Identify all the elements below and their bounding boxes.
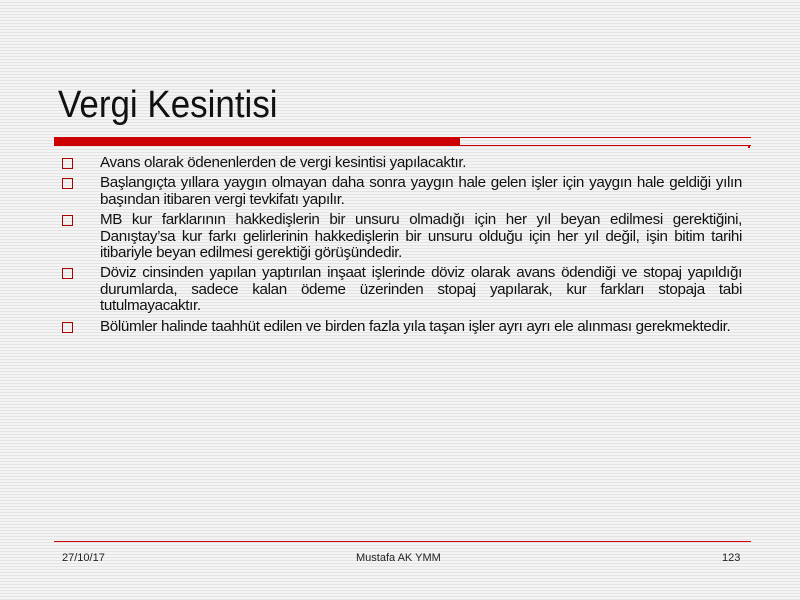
footer-date: 27/10/17: [62, 552, 105, 564]
bullet-text: Avans olarak ödenenlerden de vergi kesintisi yapılacaktır.: [100, 154, 467, 171]
bullet-list: [60, 155, 742, 339]
bullet-text: Döviz cinsinden yapılan yaptırılan inşaat işlerinde döviz olarak avans ödendiği ve stopaj yapıldığı durumlarda, sadece kalan ödeme üzerinden stopaj yapılarak, kur farkları stopaja tabi tutulmayacaktır.: [100, 264, 742, 315]
hollow-square-icon: [62, 178, 73, 189]
list-item: [60, 319, 742, 335]
bullet-text: MB kur farklarının hakkedişlerin bir unsuru olmadığı için her yıl beyan edilmesi gerektiğini, Danıştay’sa kur farkı gelirlerinin hakkedişlerin bir unsuru olduğu için her yıl değil, işin bitim tarihi itibariyle beyan edilmesi gerektiği görüşündedir.: [100, 211, 742, 262]
hollow-square-icon: [62, 268, 73, 279]
list-item: [60, 155, 742, 171]
hollow-square-icon: [62, 158, 73, 169]
title-underline-thick: [54, 137, 460, 146]
title-underline-dot: [748, 146, 750, 148]
bullet-text: Başlangıçta yıllara yaygın olmayan daha sonra yaygın hale gelen işler için yaygın hale geldiği yılın başından itibaren vergi tevkifatı yapılır.: [100, 174, 742, 208]
hollow-square-icon: [62, 215, 73, 226]
footer-author: Mustafa AK YMM: [356, 552, 441, 564]
slide-title: Vergi Kesintisi: [58, 84, 278, 126]
list-item: [60, 265, 742, 314]
hollow-square-icon: [62, 322, 73, 333]
bullet-text: Bölümler halinde taahhüt edilen ve birden fazla yıla taşan işler ayrı ayrı ele alınması gerekmektedir.: [100, 317, 731, 335]
list-item: [60, 175, 742, 208]
list-item: [60, 212, 742, 261]
title-underline-tail: [460, 145, 751, 146]
footer-divider: [54, 541, 751, 542]
page-number: 123: [722, 552, 741, 564]
